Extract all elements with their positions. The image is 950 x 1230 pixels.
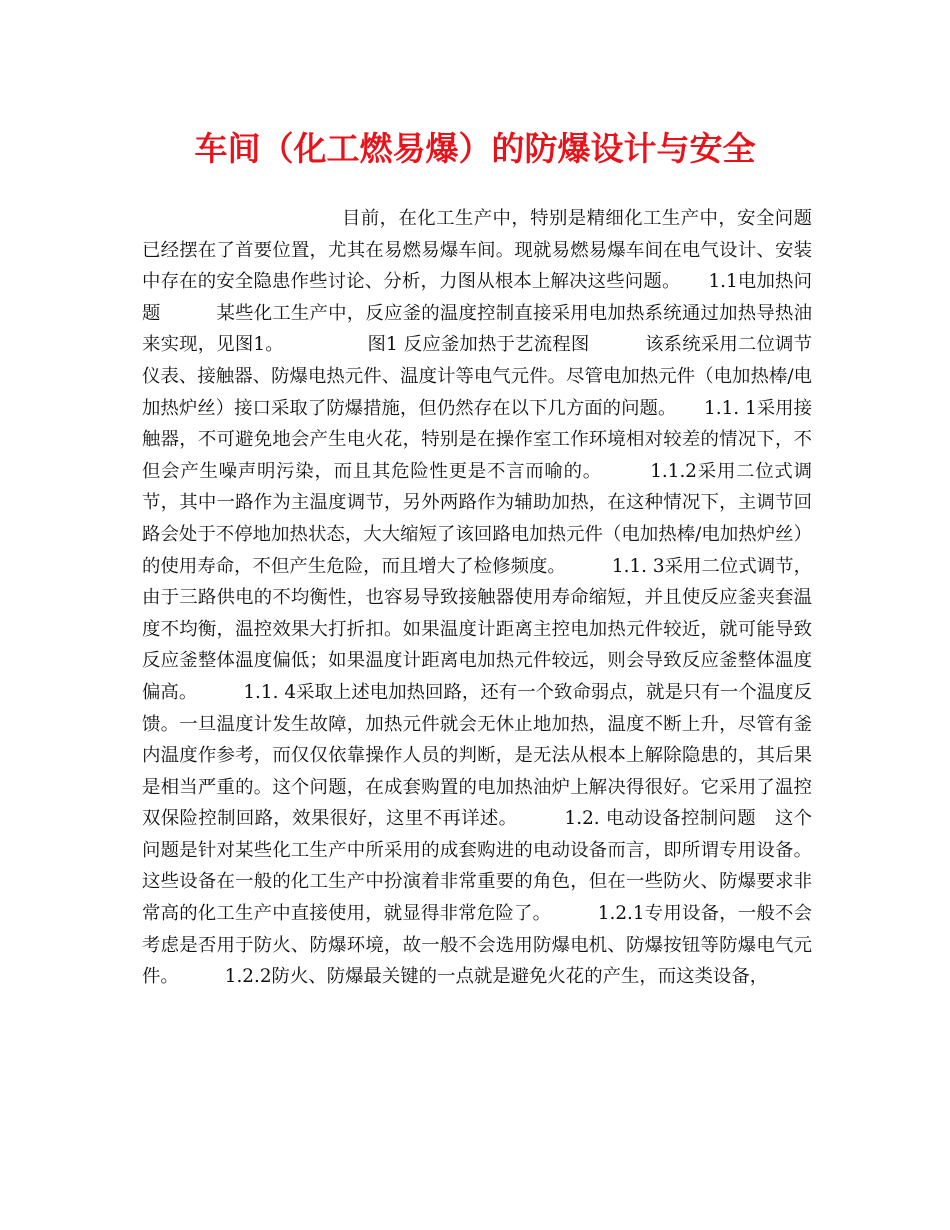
document-title: 车间（化工燃易爆）的防爆设计与安全	[194, 129, 756, 168]
document-body-paragraph: 目前，在化工生产中，特别是精细化工生产中，安全问题已经摆在了首要位置，尤其在易燃易爆车间。现就易燃易爆车间在电气设计、安装中存在的安全隐患作些讨论、分析，力图从根本上解决这些问题。 1.1电加热问题 某些化工生产中，反应釜的温度控制直接采用电加热系统通过加热导热油来实现，见图1。 图1 反应釜加热于艺流程图 该系统采用二位调节仪表、接触器、防爆电热元件、温度计等电气元件。尽管电加热元件（电加热棒/电加热炉丝）接口采取了防爆措施，但仍然存在以下几方面的问题。 1.1. 1采用接触器，不可避免地会产生电火花，特别是在操作室工作环境相对较差的情况下，不但会产生噪声明污染，而且其危险性更是不言而喻的。 1.1.2采用二位式调节，其中一路作为主温度调节，另外两路作为辅助加热，在这种情况下，主调节回路会处于不停地加热状态，大大缩短了该回路电加热元件（电加热棒/电加热炉丝）的使用寿命，不但产生危险，而且增大了检修频度。 1.1. 3采用二位式调节，由于三路供电的不均衡性，也容易导致接触器使用寿命缩短，并且使反应釜夹套温度不均衡，温控效果大打折扣。如果温度计距离主控电加热元件较近，就可能导致反应釜整体温度偏低；如果温度计距离电加热元件较远，则会导致反应釜整体温度偏高。 1.1. 4采取上述电加热回路，还有一个致命弱点，就是只有一个温度反馈。一旦温度计发生故障，加热元件就会无休止地加热，温度不断上升，尽管有釜内温度作参考，而仅仅依靠操作人员的判断，是无法从根本上解除隐患的，其后果是相当严重的。这个问题，在成套购置的电加热油炉上解决得很好。它采用了温控双保险控制回路，效果很好，这里不再详述。 1.2. 电动设备控制问题 这个问题是针对某些化工生产中所采用的成套购进的电动设备而言，即所谓专用设备。这些设备在一般的化工生产中扮演着非常重要的角色，但在一些防火、防爆要求非常高的化工生产中直接使用，就显得非常危险了。 1.2.1专用设备，一般不会考虑是否用于防火、防爆环境，故一般不会选用防爆电机、防爆按钮等防爆电气元件。 1.2.2防火、防爆最关键的一点就是避免火花的产生，而这类设备，	[142, 208, 812, 988]
